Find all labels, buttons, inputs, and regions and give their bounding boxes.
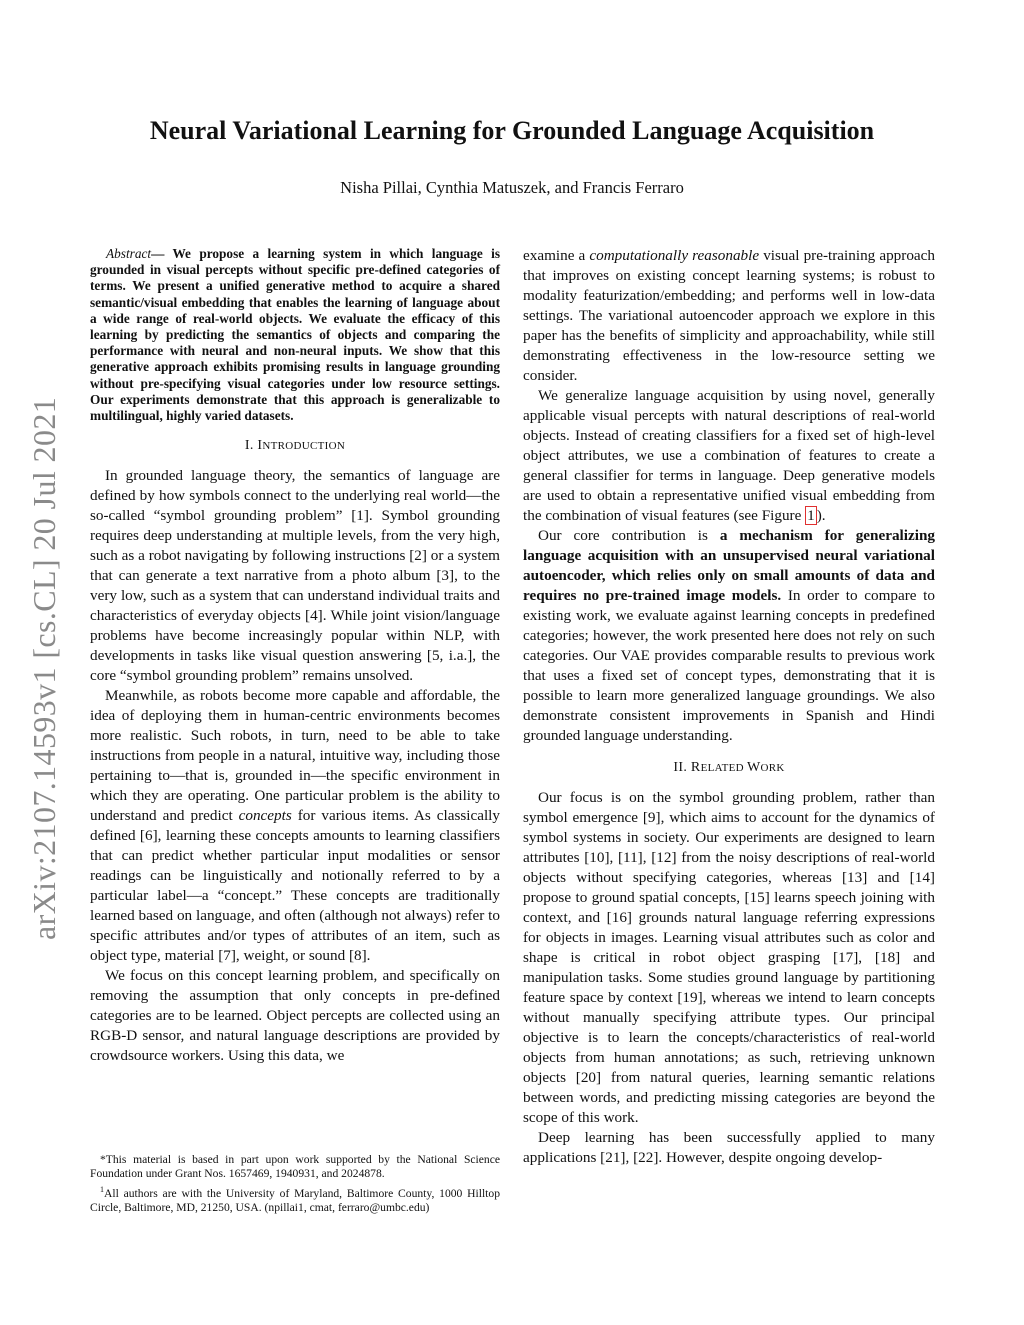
right-p1-emphasis: computationally reasonable — [589, 247, 760, 264]
footnote-affiliation — [90, 1183, 500, 1215]
section-initial: R — [690, 760, 701, 775]
right-p1-text-a: examine a — [523, 247, 590, 264]
intro-paragraph-1: In grounded language theory, the semantics of language are defined by how symbols connect to the underlying real world—the so-called “symbol grounding problem” [1]. Symbol grounding requires deep understanding at multiple levels, from the very high, such as a robot navigating by following instructions [2] or a system that can generate a text narrative from a photo album [3], to the very low, such as a system that can understand individual traits and characteristics of everyday objects [4]. While joint vision/language problems have become increasingly popular within NLP, with developments in tasks like visual question answering [5, i.a.], the core “symbol grounding problem” remains unsolved. — [90, 467, 500, 685]
footnotes — [90, 1153, 500, 1218]
arxiv-identifier-stamp[interactable]: arXiv:2107.14593v1 [cs.CL] 20 Jul 2021 — [26, 396, 62, 940]
intro-paragraph-2 — [90, 686, 500, 966]
intro-p2-emphasis: concepts — [238, 807, 292, 825]
right-paragraph-2 — [523, 386, 935, 526]
intro-p2-text-a: Meanwhile, as robots become more capable and affordable, the idea of deploying them in human-centric environments becomes more realistic. Such robots, in turn, need to be able to take instructions from people in a natural, intuitive way, including those pertaining to—that is, grounded in—the specific environment in which they are operating. One particular problem is the ability to understand and predict — [90, 687, 500, 825]
footnote-funding: *This material is based in part upon work supported by the National Science Foundation under Grant Nos. 1657469, 1940931, and 2024878. — [90, 1153, 500, 1181]
right-p3-text-b: In order to compare to existing work, we evaluate against learning concepts in predefined categories; however, the work presented here does not rely on such categories. Our VAE provides comparable results to previous work that uses a fixed set of concept types, demonstrating that it is possible to learn more generalized language groundings. We also demonstrate consistent improvements in Spanish and Hindi grounded language understanding. — [523, 587, 935, 744]
abstract-text: We propose a learning system in which language is grounded in visual percepts without specific pre-defined categories of terms. We present a unified generative method to acquire a shared semantic/visual embedding that enables the learning of language about a wide range of real-world objects. We evaluate the efficacy of this learning by predicting the semantics of objects and comparing the performance with neural and non-neural inputs. We show that this generative approach exhibits promising results in language grounding without pre-specifying visual categories under low resource settings. Our experiments demonstrate that this approach is generalizable to multilingual, highly varied datasets. — [90, 246, 500, 424]
section-heading-introduction — [90, 436, 500, 456]
paper-title: Neural Variational Learning for Grounded Language Acquisition — [149, 116, 875, 145]
section-smallcaps: ORK — [760, 762, 785, 774]
section-smallcaps: ELATED — [700, 762, 747, 774]
right-paragraph-3 — [523, 526, 935, 746]
right-p2-text-a: We generalize language acquisition by using novel, generally applicable visual percepts with natural descriptions of real-world objects. Instead of creating classifiers for a fixed set of high-level object attributes, we use a combination of features to create a general classifier for terms in language. Deep generative models are used to obtain a representative unified visual embedding from the combination of visual features (see Figure — [523, 387, 935, 524]
right-p3-text-a: Our core contribution is — [538, 527, 720, 544]
footnote-affiliation-text: All authors are with the University of Maryland, Baltimore County, 1000 Hilltop Circle, Baltimore, MD, 21250, USA. (npillai1, cmat, ferraro@umbc.edu) — [90, 1187, 500, 1215]
section-smallcaps: NTRODUCTION — [262, 440, 346, 453]
right-column — [523, 246, 935, 1168]
section-initial: W — [746, 760, 761, 775]
intro-p2-text-b: for various items. As classically defined [6], learning these concepts amounts to learning classifiers that can predict whether particular input modalities or sensor readings can be linguistically and notionally referred to by a particular label—a “concept.” These concepts are traditionally learned based on language, and often (although not always) refer to specific attributes and/or types of attributes of an item, such as object type, material [7], weight, or sound [8]. — [90, 807, 500, 965]
section-numeral: I. — [244, 438, 258, 454]
abstract-label: Abstract — [106, 246, 152, 261]
figure-1-link[interactable]: 1 — [807, 507, 815, 524]
section-initial: I — [257, 438, 263, 454]
core-contribution-bold: a mechanism for generalizing language acquisition with an unsupervised neural variational autoencoder, which relies only on small amounts of data and requires no pre-trained image models. — [523, 527, 935, 604]
footnote-mark: 1 — [100, 1185, 104, 1195]
left-column — [90, 246, 500, 1066]
right-p1-text-b: visual pre-training approach that improves on existing concept learning systems; is robust to modality featurization/embedding; and performs well in low-data settings. The variational autoencoder approach we explore in this paper has the benefits of simplicity and approachability, while still demonstrating effectiveness in the low-resource setting we consider. — [523, 247, 936, 384]
intro-paragraph-3: We focus on this concept learning problem, and specifically on removing the assumption that only concepts in pre-defined categories are to be learned. Object percepts are collected using an RGB-D sensor, and natural language descriptions are provided by crowdsource workers. Using this data, we — [90, 967, 500, 1065]
section-heading-related-work — [523, 758, 935, 778]
abstract-dash: — — [151, 246, 165, 261]
right-paragraph-1 — [523, 246, 935, 386]
author-list: Nisha Pillai, Cynthia Matuszek, and Francis Ferraro — [340, 178, 684, 197]
right-p2-text-b: ). — [816, 507, 826, 524]
related-work-paragraph-1: Our focus is on the symbol grounding problem, rather than symbol emergence [9], which aims to account for the dynamics of symbol systems in society. Our experiments are designed to learn attributes [10], [11], [12] from the noisy descriptions of real-world objects without specifying categories, whereas [13] and [14] propose to ground spatial concepts, [15] learns speech joining with context, and [16] grounds natural language referring expressions for objects in images. Learning visual attributes such as color and shape is critical in robot object grasping [17], [18] and manipulation tasks. Some studies ground language by partitioning feature space by context [19], whereas we intend to learn concepts without manually specifying attribute types. Our principal objective is to learn the concepts/characteristics of real-world objects from human annotations; as such, retrieving unknown objects [20] from natural queries, learning semantic relations between words, and predicting missing categories are beyond the scope of this work. — [523, 789, 935, 1126]
related-work-paragraph-2: Deep learning has been successfully applied to many applications [21], [22]. However, despite ongoing develop- — [523, 1129, 935, 1166]
abstract — [90, 246, 500, 424]
section-numeral: II. — [673, 760, 691, 775]
